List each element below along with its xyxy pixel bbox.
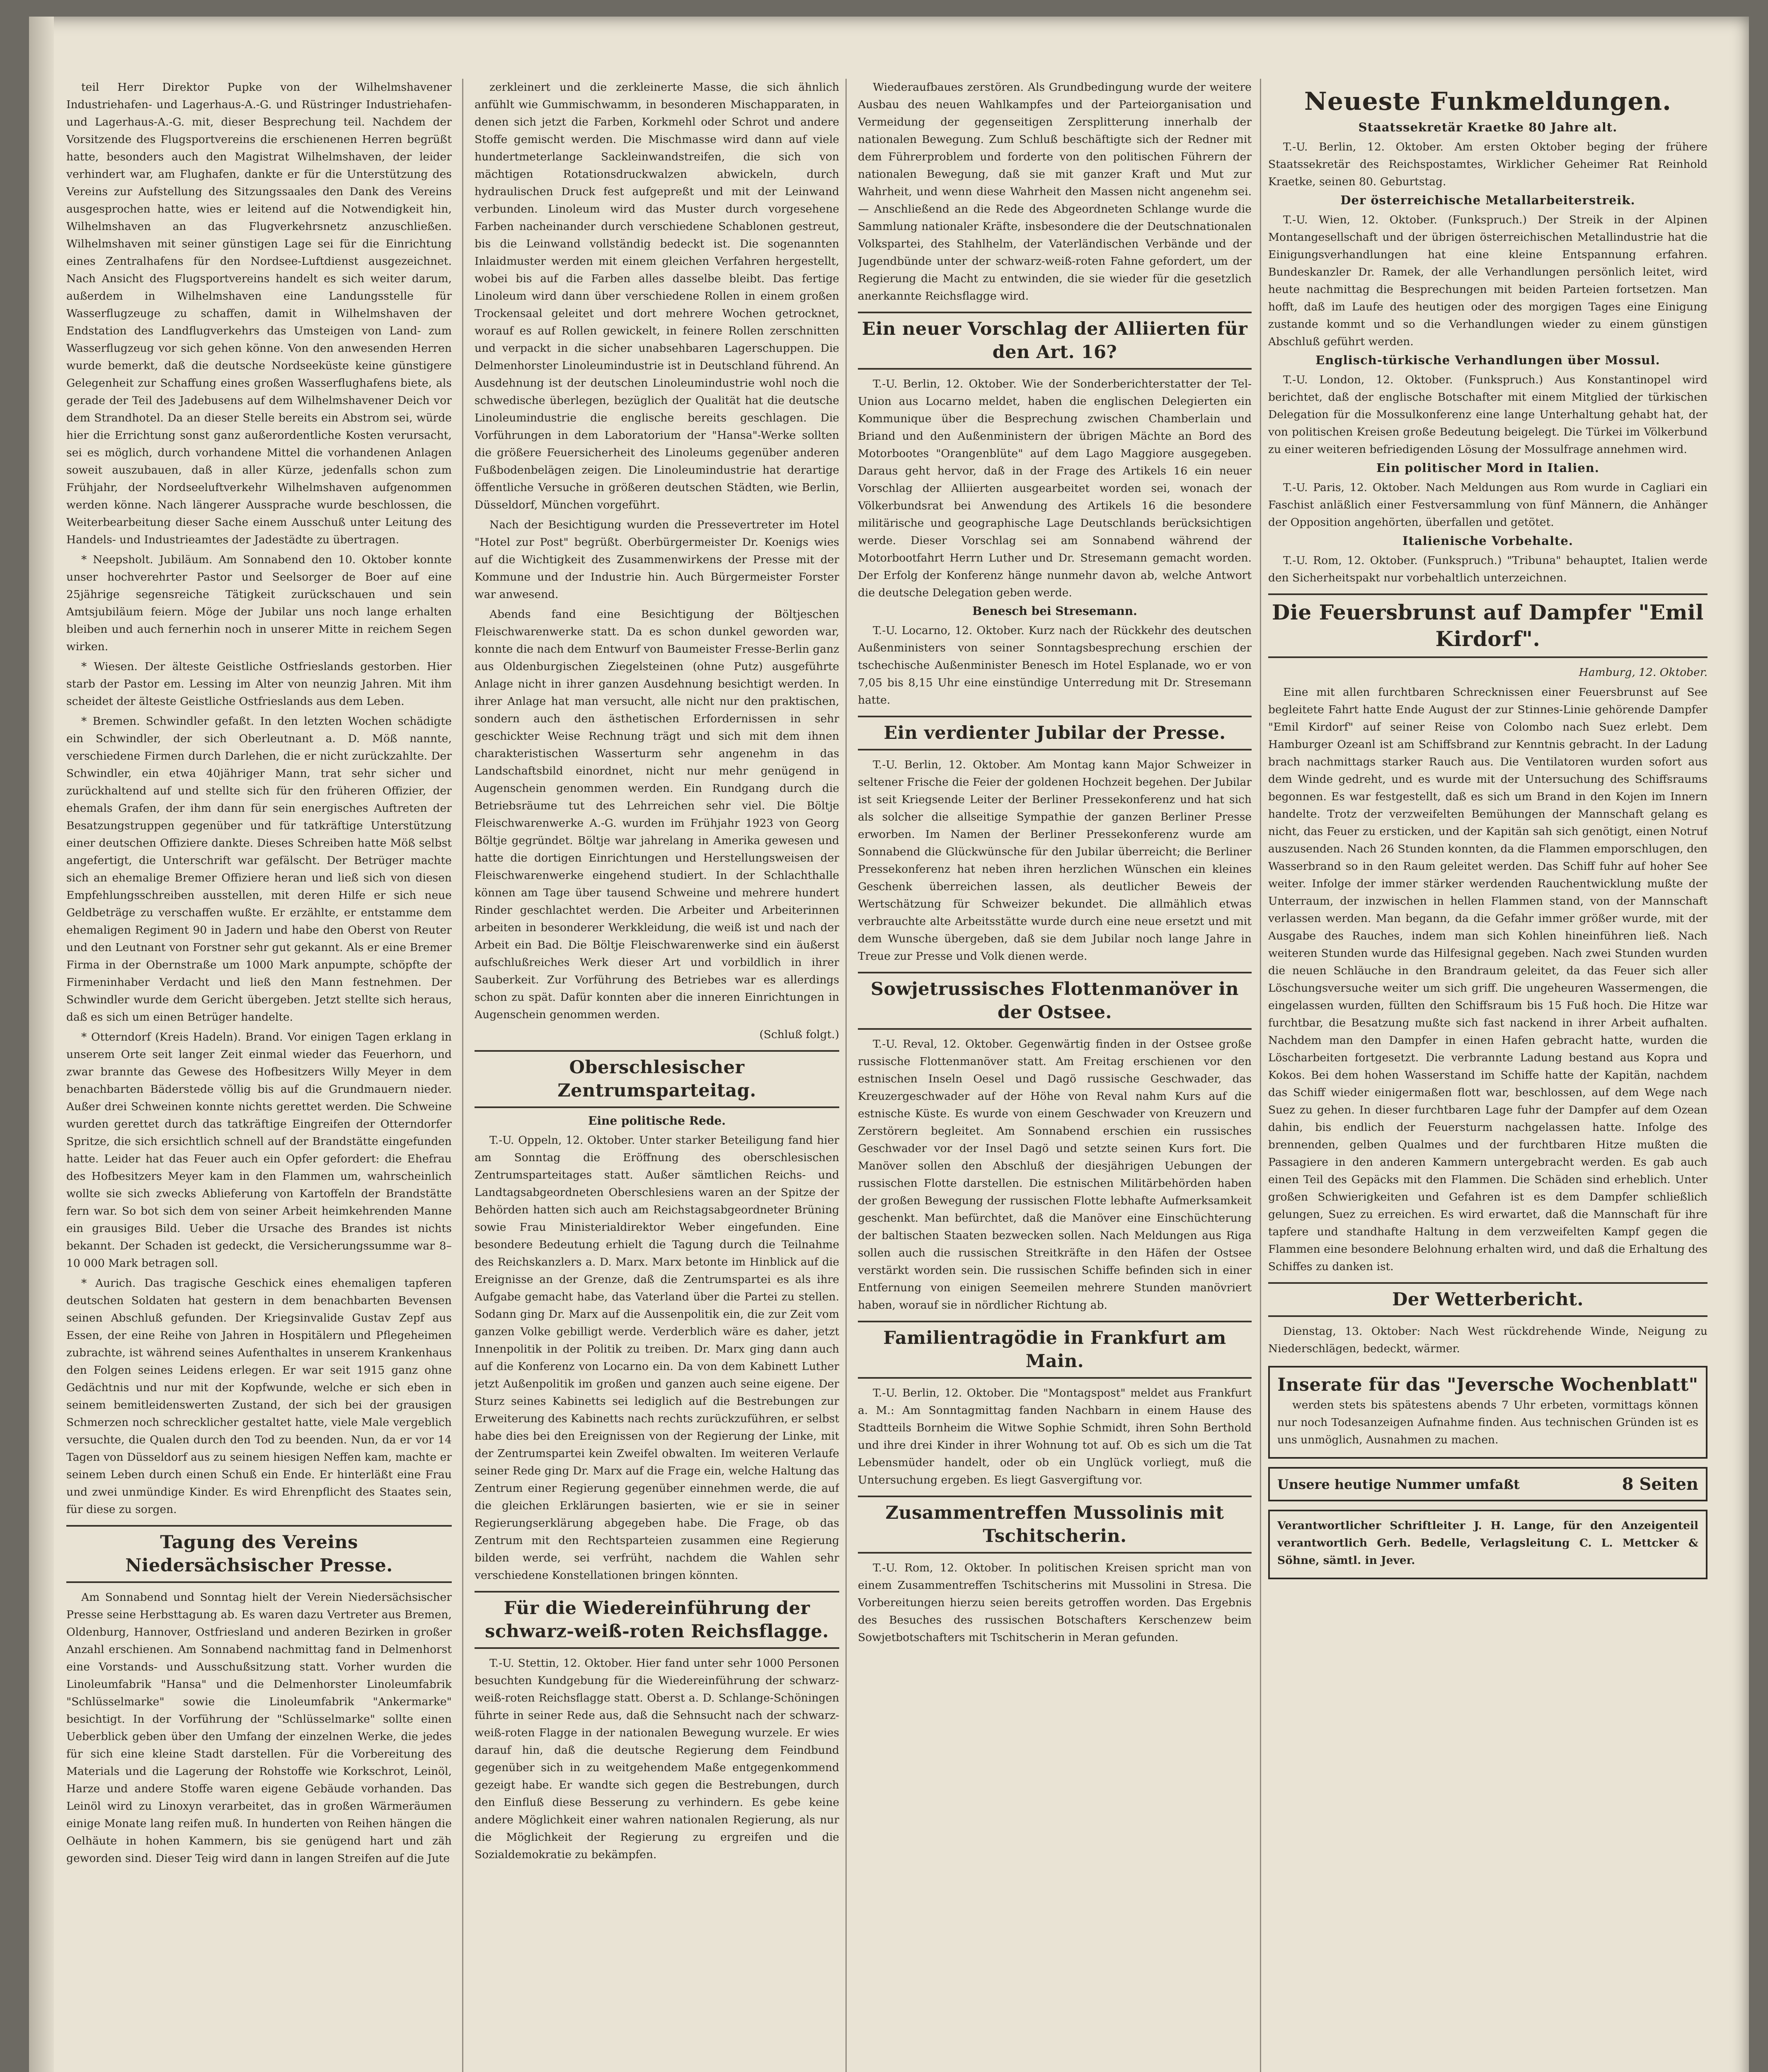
headline-box: [858, 1496, 1252, 1554]
article-presse-tagung: Am Sonnabend und Sonntag hielt der Verein Niedersächsischer Presse seine Herbsttagung ab. Es waren dazu Vertreter aus Bremen, Oldenburg, Hannover, Ostfriesland und anderen Bezirken in großer Anzahl erschienen. Am Sonnabend nachmittag fand in Delmenhorst eine Vorstands- und Ausschußsitzung statt. Vorher wurden die Linoleumfabrik "Hansa" und die Delmenhorster Linoleumfabrik "Schlüsselmarke" sowie die Linoleumfabrik "Ankermarke" besichtigt. In der Vorführung der "Schlüsselmarke" sollte einen Ueberblick geben über den Umfang der einzelnen Werke, die jedes für sich eine kleine Stadt darstellen. Für die Vorbereitung des Materials und die Lagerung der Rohstoffe wie Korkschrot, Leinöl, Harze und andere Stoffe waren eigene Gebäude vorhanden. Das Leinöl wird zu Linoxyn verarbeitet, das in großen Wärmeräumen einige Monate lang reifen muß. In hunderten von Reihen hängen die Oelhäute in hohen Kammern, bis sie genügend hart und zäh geworden sind. Dieser Teig wird dann in langen Streifen auf die Jute: [66, 1591, 452, 1865]
article-reichsflagge: T.-U. Stettin, 12. Oktober. Hier fand unter sehr 1000 Personen besuchten Kundgebung für die Wiedereinführung der schwarz-weiß-roten Reichsflagge statt. Oberst a. D. Schlange-Schöningen führte in seiner Rede aus, daß die Sehnsucht nach der schwarz-weiß-roten Flagge in der nationalen Bewegung wurzele. Er wies darauf hin, daß die deutsche Regierung dem Feindbund gegenüber sich in zu weitgehendem Maße entgegenkommend gezeigt habe. Er wandte sich gegen die Bestrebungen, durch den Einfluß diese Besserung zu verhindern. Es gebe keine andere Möglichkeit einer wahren nationalen Regierung, als nur die Möglichkeit der Regierung zu ergreifen und die Sozialdemokratie zu bekämpfen.: [475, 1657, 839, 1861]
imprint-text: Verantwortlicher Schriftleiter J. H. Lange, für den Anzeigenteil verantwortlich Gerh. Bedelle, Verlagsleitung C. L. Mettcker & Söhne, sämtl. in Jever.: [1277, 1519, 1698, 1567]
article-vorbehalte: T.-U. Rom, 12. Oktober. (Funkspruch.) "Tribuna" behauptet, Italien werde den Sicherheitspakt nur vorbehaltlich unterzeichnen.: [1268, 554, 1707, 584]
column-1: [66, 79, 452, 2072]
headline-box: [66, 1525, 452, 1583]
article-neepsholt: * Neepsholt. Jubiläum. Am Sonnabend den 10. Oktober konnte unser hochverehrter Pastor und Seelsorger de Boer auf eine 25jährige segensreiche Tätigkeit zurückschauen und sein Amtsjubiläum feiern. Möge der Jubilar uns noch lange erhalten bleiben und auch fernerhin noch in unserer Mitte in reichem Segen wirken.: [66, 553, 452, 653]
article-flugverkehr: teil Herr Direktor Pupke von der Wilhelmshavener Industriehafen- und Lagerhaus-A.-G. und Rüstringer Industriehafen- und Lagerhaus-A.-G. mit, dieser Besprechung teil. Nachdem der Vorsitzende des Flugsportvereins die erschienenen Herren begrüßt hatte, besonders auch den Magistrat Wilhelmshaven, der leider verhindert war, am Flughafen, dankte er für die Unterstützung des Vereins zur Aufstellung des Sitzungssaales den Dank des Vereins ausgesprochen hatte, wies er leitend auf die Notwendigkeit hin, Wilhelmshaven an das Flugverkehrsnetz anzuschließen. Wilhelmshaven mit seiner günstigen Lage sei für die Einrichtung eines Zentralhafens für den Nordsee-Luftdienst ausgezeichnet. Nach Ansicht des Flugsportvereins handelt es sich weiter darum, außerdem in Wilhelmshaven eine Landungsstelle für Wasserflugzeuge zu schaffen, damit in Wilhelmshaven der Endstation des Landflugverkehrs das Umsteigen von Land- zum Wasserflugzeug vor sich gehen könne. Von den anwesenden Herren wurde bemerkt, daß die deutsche Nordseeküste keine günstigere Gelegenheit zur Schaffung eines großen Wasserflughafens biete, als gerade der Teil des Jadebusens auf dem Wilhelmshavener Deich vor dem Strandhotel. Da an dieser Stelle bereits ein Abstrom sei, würde hier die Errichtung sonst ganz außerordentliche Kosten verursacht, sei es möglich, durch vorhandene Mittel die vorhandenen Anlagen soweit auszubauen, daß in aller Kürze, jedenfalls schon zum Frühjahr, der Nordseeluftverkehr Wilhelmshaven aufgenommen werden könne. Nach längerer Aussprache wurde beschlossen, die Weiterbearbeitung dieser Sache einem Ausschuß unter Leitung des Handels- und Industrieamtes der Jadestädte zu übertragen.: [66, 81, 452, 546]
headline-box: [858, 716, 1252, 750]
subheadline-mord: Ein politischer Mord in Italien.: [1376, 461, 1599, 475]
article-aurich: * Aurich. Das tragische Geschick eines ehemaligen tapferen deutschen Soldaten hat gestern in dem benachbarten Bevensen seinen Abschluß gefunden. Der Kriegsinvalide Gustav Zepf aus Essen, der eine Reihe von Jahren in Hospitälern und Pflegeheimen zubrachte, ist während seines Aufenthaltes in unserem Krankenhaus den Folgen seines Leidens erlegen. Er war seit 1915 ganz ohne Gedächtnis und nur mit der Kopfwunde, welche er sich eben in seinem bemitleidenswerten Zustand, der sich bei der grausigen Schmerzen noch schrecklicher gestaltet hatte, viele Male vergeblich versuchte, die Qualen durch den Tod zu beenden. Nun, da er vor 14 Tagen von Düsseldorf aus zu seinem hiesigen Neffen kam, machte er seinem Leben durch einen Schuß ein Ende. Er hinterläßt eine Frau und zwei unmündige Kinder. Es wird Ehrenpflicht des Staates sein, für diese zu sorgen.: [66, 1277, 452, 1516]
page-count-value: 8 Seiten: [1622, 1474, 1698, 1494]
headline-flottenmanoever: Sowjetrussisches Flottenmanöver in der Ostsee.: [870, 979, 1239, 1023]
article-flottenmanoever: T.-U. Reval, 12. Oktober. Gegenwärtig finden in der Ostsee große russische Flottenmanöver statt. Am Freitag erschienen vor den estnischen Inseln Oesel und Dagö russische Geschwader, das Kreuzergeschwader auf der Höhe von Reval nahm Kurs auf die estnische Küste. Es wurde von einem Geschwader von Kreuzern und Zerstörern begleitet. Am Sonnabend erschien ein russisches Geschwader vor der Insel Dagö und setzte seinen Kurs fort. Die Manöver sollen den Abschluß der diesjährigen Uebungen der russischen Flotte darstellen. Die estnischen Militärbehörden haben der großen Bewegung der russischen Flotte lebhafte Aufmerksamkeit geschenkt. Man befürchtet, daß die Manöver eine Einschüchterung der baltischen Staaten bezwecken sollen. Nach Meldungen aus Riga sollen auch die russischen Streitkräfte in den Häfen der Ostsee verstärkt worden sein. Die russischen Schiffe befinden sich in einer Entfernung von einigen Seemeilen mehrere Stunden manövriert haben, worauf sie in nördlicher Richtung ab.: [858, 1038, 1252, 1312]
notice-title: Inserate für das "Jeversche Wochenblatt": [1277, 1375, 1698, 1395]
banner-funkmeldungen: Neueste Funkmeldungen.: [1304, 87, 1672, 116]
column-divider: [462, 79, 463, 2072]
article-mord: T.-U. Paris, 12. Oktober. Nach Meldungen aus Rom wurde in Cagliari ein Faschist anläßlich einer Festversammlung von fünf Männern, die Anhänger der Opposition angehörten, überfallen und getötet.: [1268, 481, 1707, 529]
subheadline-kraetke: Staatssekretär Kraetke 80 Jahre alt.: [1358, 120, 1618, 134]
page-count-label: Unsere heutige Nummer umfaßt: [1277, 1476, 1520, 1492]
article-feuersbrunst: Eine mit allen furchtbaren Schrecknissen einer Feuersbrunst auf See begleitete Fahrt hatte Ende August der zur Stinnes-Linie gehörende Dampfer "Emil Kirdorf" auf seiner Reise von Colombo nach Suez erlebt. Dem Hamburger Ozeanl ist am Schiffsbrand zur Kenntnis gebracht. In der Ladung brach nachmittags starker Rauch aus. Die Ventilatoren wurden sofort aus dem Winde gedreht, und es wurde mit der Untersuchung des Schiffsraums begonnen. Es war festgestellt, daß es sich um Brand in den Kojen im Innern handelte. Trotz der verzweifelten Bemühungen der Mannschaft gelang es nicht, das Feuer zu ersticken, und der Kapitän sah sich genötigt, einen Notruf auszusenden. Nach 26 Stunden konnten, da die Flammen emporschlugen, den Wasserbrand so in den Raum geleitet werden. Das Schiff fuhr auf hoher See weiter. Infolge der immer stärker werdenden Rauchentwicklung mußte der Unterraum, der inzwischen in hellen Flammen stand, von der Mannschaft verlassen werden. Man begann, da die Gefahr immer größer wurde, mit der Ausgabe des Rauches, indem man sich Kohlen hineinführen ließ. Nach weiteren Stunden wurde das Hilfesignal gegeben. Nach zwei Stunden wurden die neuen Schläuche in den Brandraum geleitet, da das Feuer sich aller Löschungsversuche weiter um sich griff. Die ungeheuren Wassermengen, die eingelassen wurden, füllten den Schiffsraum bis 15 Fuß hoch. Die Hitze war furchtbar, die Besatzung mußte sich fast nackend in ihrer Arbeit aufhalten. Nachdem man den Dampfer in einen Hafen gebracht hatte, wurden die Löscharbeiten fortgesetzt. Die verbrannte Ladung bestand aus Kopra und Kokos. Bei dem hohen Wasserstand im Schiffe hatte der Kapitän, nachdem das Schiff wieder einigermaßen flott war, beschlossen, auf dem Wege nach Suez zu gehen. In dieser furchtbaren Lage fuhr der Dampfer auf dem Ozean dahin, bis endlich der Feuersturm nachgelassen hatte. Infolge des brennenden, gelben Qualmes und der furchtbaren Hitze mußten die Passagiere in den anderen Kammern untergebracht werden. Es gab auch einen Teil des Gepäcks mit den Flammen. Die Schäden sind erheblich. Unter großen Schwierigkeiten und Gefahren ist es dem Dampfer schließlich gelungen, Suez zu erreichen. Es wird erwartet, daß die Mannschaft für ihre tapfere und standhafte Haltung in dem verzweifelten Kampf gegen die Flammen eine besondere Belohnung erhalten wird, und daß die Erhaltung des Schiffes zu danken ist.: [1268, 686, 1707, 1273]
dateline-hamburg: Hamburg, 12. Oktober.: [1579, 666, 1707, 679]
headline-box: [1268, 1282, 1707, 1317]
article-bremen: * Bremen. Schwindler gefaßt. In den letzten Wochen schädigte ein Schwindler, der sich Oberleutnant a. D. Möß nannte, verschiedene Firmen durch Darlehen, die er nicht zurückzahlte. Der Schwindler, ein etwa 40jähriger Mann, trat sehr sicher und zurückhaltend auf und stellte sich für den früheren Offizier, der ehemals Grafen, der ihm dann für sein energisches Auftreten der Besatzungstruppen gegenüber und für tatkräftige Unterstützung einer deutschen Offiziere dankte. Dieses Schreiben hatte Möß selbst angefertigt, die Unterschrift war gefälscht. Der Betrüger machte sich an ehemalige Bremer Offiziere heran und ließ sich von diesen Empfehlungsschreiben ausstellen, mit deren Hilfe er sich neue Geldbeträge zu verschaffen wußte. Er erzählte, er entstamme dem ehemaligen Regiment 90 in Jadern und habe den Oberst von Reuter und den Leutnant von Forstner sehr gut gekannt. Als er eine Bremer Firma in der Obernstraße um 1000 Mark anpumpte, schöpfte der Firmeninhaber Verdacht und ließ den Mann festnehmen. Der Schwindler wurde dem Gericht übergeben. Jetzt stellte sich heraus, daß es sich um einen Betrüger handelte.: [66, 715, 452, 1024]
headline-reichsflagge: Für die Wiedereinführung der schwarz-weiß-roten Reichsflagge.: [485, 1598, 829, 1642]
column-2: [475, 79, 839, 2072]
article-alliierte: T.-U. Berlin, 12. Oktober. Wie der Sonderberichterstatter der Tel-Union aus Locarno meldet, haben die englischen Delegierten ein Kommunique über die Besprechung zwischen Chamberlain und Briand und den Außenministern der übrigen Mächte an Bord des Motorbootes "Orangenblüte" auf dem Lago Maggiore ausgegeben. Daraus geht hervor, daß in der Frage des Artikels 16 ein neuer Vorschlag der Alliierten ausgearbeitet worden sei, wonach der Völkerbundsrat bei Anwendung des Artikels 16 die besondere militärische und geographische Lage Deutschlands berücksichtigen werde. Dieser Vorschlag sei am Sonnabend während der Motorbootfahrt Herrn Luther und Dr. Stresemann gemacht worden. Der Erfolg der Konferenz hänge nunmehr davon ab, welche Antwort die deutsche Delegation geben werde.: [858, 378, 1252, 599]
newspaper-page: [29, 17, 1749, 2072]
subheadline-vorbehalte: Italienische Vorbehalte.: [1402, 534, 1573, 548]
article-mossul: T.-U. London, 12. Oktober. (Funkspruch.) Aus Konstantinopel wird berichtet, daß der englische Botschafter mit einem Mitglied der türkischen Delegation für die Mossulkonferenz eine lange Unterhaltung gehabt hat, der von politischen Kreisen große Bedeutung beigelegt. Die Türkei im Völkerbund zu einer weiteren befriedigenden Lösung der Mossulfrage annehmen wird.: [1268, 373, 1707, 456]
headline-box: [1268, 593, 1707, 658]
subheadline-rede: Eine politische Rede.: [588, 1114, 726, 1128]
article-zentrum: T.-U. Oppeln, 12. Oktober. Unter starker Beteiligung fand hier am Sonntag die Eröffnung des oberschlesischen Zentrumsparteitages statt. Außer sämtlichen Reichs- und Landtagsabgeordneten Oberschlesiens waren an der Spitze der Behörden hatten sich auch am Reichstagsabgeordneter Brüning sowie Frau Ministerialdirektor Weber eingefunden. Eine besondere Bedeutung erhielt die Tagung durch die Teilnahme des Reichskanzlers a. D. Marx. Marx betonte im Hinblick auf die Ereignisse an der Grenze, daß die Zentrumspartei es als ihre Aufgabe gemacht habe, das Vaterland über die Partei zu stellen. Sodann ging Dr. Marx auf die Aussenpolitik ein, die zur Zeit vom ganzen Volke gebilligt werde. Verderblich wäre es daher, jetzt Innenpolitik in der Politik zu treiben. Dr. Marx ging dann auch auf die Konferenz von Locarno ein. Da von dem Kabinett Luther jetzt Außenpolitik im großen und ganzen auch seine eigene. Der Sturz seines Kabinetts sei lediglich auf die Bestrebungen zur Erweiterung des Kabinetts nach rechts zurückzuführen, er selbst habe dies bei den Ereignissen von der Regierung der Linke, mit der Zentrumspartei kein Zweifel obwalten. Im weiteren Verlaufe seiner Rede ging Dr. Marx auf die Frage ein, welche Haltung das Zentrum einer Regierung gegenüber einnehmen werde, die auf die gleichen Erklärungen basierten, wie er sie in seiner Regierungserklärung abgegeben habe. Die Frage, ob das Zentrum mit den Rechtsparteien zusammen eine Regierung bilden werde, sei verfrüht, nachdem die Wahlen sehr verschiedene Konstellationen bringen könnten.: [475, 1134, 839, 1582]
article-mussolini: T.-U. Rom, 12. Oktober. In politischen Kreisen spricht man von einem Zusammentreffen Tschitscherins mit Mussolini in Stresa. Die Vorbereitungen hierzu seien bereits getroffen worden. Das Ergebnis des Besuches des russischen Botschafters Kerschenzew beim Sowjetbotschafters mit Tschitscherin in Meran gefunden.: [858, 1561, 1252, 1644]
column-divider: [1260, 79, 1261, 2072]
headline-alliierte: Ein neuer Vorschlag der Alliierten für den Art. 16?: [862, 319, 1248, 363]
column-divider: [845, 79, 847, 2072]
headline-zentrum: Oberschlesischer Zentrumsparteitag.: [557, 1057, 756, 1101]
headline-box: [858, 1321, 1252, 1379]
article-linoleum: zerkleinert und die zerkleinerte Masse, die sich ähnlich anfühlt wie Gummischwamm, in besonderen Mischapparaten, in denen sich jetzt die Farben, Korkmehl oder Schrot und andere Stoffe gemischt werden. Die Mischmasse wird dann auf viele hundertmeterlange Sackleinwandstreifen, die sich von mächtigen Rotationsdruckwalzen abwickeln, durch hydraulischen Druck fest aufgepreßt und mit der Leinwand verbunden. Linoleum wird das Muster durch vorgesehene Farben nacheinander durch verschiedene Schablonen gestreut, bis die Leinwand vollständig bedeckt ist. Die sogenannten Inlaidmuster werden mit einem gleichen Verfahren hergestellt, wobei bis auf die Farben alles dasselbe bleibt. Das fertige Linoleum wird dann über verschiedene Rollen in einem großen Trockensaal geleitet und dort mehrere Wochen getrocknet, worauf es auf Rollen gewickelt, in feinere Rollen zerschnitten und verpackt in die sicher unabsehbaren Lagerschuppen. Die Delmenhorster Linoleumindustrie ist in Deutschland führend. An Ausdehnung ist der deutschen Linoleumindustrie wohl noch die schwedische überlegen, bezüglich der Qualität hat die deutsche Linoleumindustrie die englische bereits geschlagen. Die Vorführungen in dem Laboratorium der "Hansa"-Werke sollten die größere Feuersicherheit des Linoleums gegenüber anderen Fußbodenbelägen zeigen. Die Linoleumindustrie hat derartige öffentliche Versuche in größeren deutschen Städten, wie Berlin, Düsseldorf, München vorgeführt.: [475, 81, 839, 511]
continued-note: (Schluß folgt.): [759, 1028, 839, 1041]
column-3: [858, 79, 1252, 2072]
article-wiesen: * Wiesen. Der älteste Geistliche Ostfrieslands gestorben. Hier starb der Pastor em. Lessing im Alter von neunzig Jahren. Mit ihm scheidet der älteste Geistliche Ostfrieslands aus dem Leben.: [66, 660, 452, 708]
notice-box: [1268, 1366, 1707, 1459]
headline-feuersbrunst: Die Feuersbrunst auf Dampfer "Emil Kirdorf".: [1272, 600, 1704, 651]
headline-jubilar: Ein verdienter Jubilar der Presse.: [884, 723, 1226, 743]
headline-familientragoedie: Familientragödie in Frankfurt am Main.: [883, 1328, 1226, 1372]
subheadline-mossul: Englisch-türkische Verhandlungen über Mossul.: [1315, 353, 1660, 367]
subheadline-metallarbeiter: Der österreichische Metallarbeiterstreik.: [1340, 193, 1635, 207]
article-kraetke: T.-U. Berlin, 12. Oktober. Am ersten Oktober beging der frühere Staatssekretär des Reichspostamtes, Wirklicher Geheimer Rat Reinhold Kraetke, seinen 80. Geburtstag.: [1268, 140, 1707, 188]
article-reichsflagge-cont: Wiederaufbaues zerstören. Als Grundbedingung wurde der weitere Ausbau des neuen Wahlkampfes und der Parteiorganisation und Vermeidung der gegenseitigen Zersplitterung innerhalb der nationalen Bewegung. Zum Schluß beschäftigte sich der Redner mit dem Führerproblem und forderte von den politischen Führern der nationalen Bewegung, daß sie mit ganzer Kraft und Mut zur Wahrheit, und wenn diese Wahrheit den Massen nicht angenehm sei. — Anschließend an die Rede des Abgeordneten Schlange wurde die Sammlung nationaler Kräfte, insbesondere die der Deutschnationalen Volkspartei, des Stahlhelm, der Vaterländischen Verbände und der Jugendbünde unter der schwarz-weiß-roten Fahne gefordert, um der Regierung die Macht zu entwinden, die sie wieder für die gesetzlich anerkannte Reichsflagge wird.: [858, 81, 1252, 303]
headline-box: [858, 972, 1252, 1030]
page-gutter: [29, 17, 54, 2072]
article-jubilar: T.-U. Berlin, 12. Oktober. Am Montag kann Major Schweizer in seltener Frische die Feier der goldenen Hochzeit begehen. Der Jubilar ist seit Kriegsende Leiter der Berliner Pressekonferenz und hat sich als solcher die allseitige Sympathie der ganzen Berliner Presse erworben. Im Namen der Berliner Pressekonferenz wurde am Sonnabend die Glückwünsche für den Jubilar überreicht; die Berliner Pressekonferenz hat neben ihren herzlichen Wünschen ein kleines Geschenk überreichen lassen, als deutlicher Beweis der Wertschätzung für Schweizer bekundet. Die allmählich etwas verbrauchte alte Arbeitsstätte wurde durch eine neue ersetzt und mit dem Wunsche übergeben, daß sie dem Jubilar noch lange Jahre in Treue zur Presse und Volk dienen werde.: [858, 758, 1252, 963]
notice-body: werden stets bis spätestens abends 7 Uhr erbeten, vormittags können nur noch Todesanzeigen Aufnahme finden. Aus technischen Gründen ist es uns unmöglich, Ausnahmen zu machen.: [1277, 1399, 1698, 1446]
headline-box: [475, 1591, 839, 1649]
article-wetter: Dienstag, 13. Oktober: Nach West rückdrehende Winde, Neigung zu Niederschlägen, bedeckt, wärmer.: [1268, 1325, 1707, 1355]
headline-box: [858, 312, 1252, 370]
article-benesch: T.-U. Locarno, 12. Oktober. Kurz nach der Rückkehr des deutschen Außenministers von seiner Sonntagsbesprechung erschien der tschechische Außenminister Benesch im Hotel Esplanade, wo er von 7,05 bis 8,15 Uhr eine einstündige Unterredung mit Dr. Stresemann hatte.: [858, 624, 1252, 707]
imprint-box: [1268, 1510, 1707, 1579]
subheadline-benesch: Benesch bei Stresemann.: [972, 604, 1137, 618]
article-familientragoedie: T.-U. Berlin, 12. Oktober. Die "Montagspost" meldet aus Frankfurt a. M.: Am Sonntagmittag fanden Nachbarn in einem Hause des Stadtteils Bornheim die Witwe Sophie Schmidt, ihren Sohn Berthold und ihre drei Kinder in ihrer Wohnung tot auf. Ob es sich um die Tat Lebensmüder handelt, oder ob ein Unglück vorliegt, muß die Untersuchung ergeben. Es liegt Gasvergiftung vor.: [858, 1387, 1252, 1486]
page-count-box: [1268, 1467, 1707, 1501]
headline-box: [475, 1050, 839, 1108]
headline-mussolini: Zusammentreffen Mussolinis mit Tschitscherin.: [885, 1503, 1224, 1547]
article-boeltje: Abends fand eine Besichtigung der Böltjeschen Fleischwarenwerke statt. Da es schon dunkel geworden war, konnte die nach dem Entwurf von Baumeister Fresse-Berlin ganz aus Oldenburgischen Ziegelsteinen (ohne Putz) ausgeführte Anlage nicht in ihrer ganzen Ausdehnung besichtigt werden. In ihrer Anlage hat man versucht, alle nicht nur den praktischen, sondern auch den ästhetischen Erfordernissen in sehr geschickter Weise Rechnung trägt und sich mit dem ihnen charakteristischen Wasserturm sehr angenehm in das Landschaftsbild einordnet, nicht nur mehr genügend in Augenschein genommen werden. Ein Rundgang durch die Betriebsräume tut des Lehrreichen sehr viel. Die Böltje Fleischwarenwerke A.-G. wurden im Frühjahr 1923 von Georg Böltje gegründet. Böltje war jahrelang in Amerika gewesen und hatte die dortigen Einrichtungen und Herstellungsweisen der Fleischwarenwerke eingehend studiert. In der Schlachthalle können am Tage über tausend Schweine und mehrere hundert Rinder geschlachtet werden. Die Arbeiter und Arbeiterinnen arbeiten in besonderer Werkkleidung, die weiß ist und nach der Arbeit ein Bad. Die Böltje Fleischwarenwerke sind ein äußerst aufschlußreiches Werk dieser Art und vorbildlich in ihrer Sauberkeit. Zur Vorführung des Betriebes war es allerdings schon zu spät. Dafür konnten aber die inneren Einrichtungen in Augenschein genommen werden.: [475, 608, 839, 1021]
article-empfang: Nach der Besichtigung wurden die Pressevertreter im Hotel "Hotel zur Post" begrüßt. Oberbürgermeister Dr. Koenigs wies auf die Wichtigkeit des Zusammenwirkens der Presse mit der Kommune und der Industrie hin. Auch Bürgermeister Forster war anwesend.: [475, 518, 839, 601]
headline-presse-tagung: Tagung des Vereins Niedersächsischer Presse.: [125, 1532, 393, 1576]
column-4: [1268, 79, 1707, 2072]
article-metallarbeiter: T.-U. Wien, 12. Oktober. (Funkspruch.) Der Streik in der Alpinen Montangesellschaft und der übrigen österreichischen Metallindustrie hat die Einigungsverhandlungen hat eine kleine Entspannung erfahren. Bundeskanzler Dr. Ramek, der alle Verhandlungen persönlich leitet, wird heute nachmittag die Besprechungen mit beiden Parteien fortsetzen. Man hofft, daß im Laufe des heutigen oder des morgigen Tages eine Einigung zustande kommt und so die Verhandlungen wieder zu einem günstigen Abschluß geführt werden.: [1268, 213, 1707, 348]
article-otterndorf: * Otterndorf (Kreis Hadeln). Brand. Vor einigen Tagen erklang in unserem Orte seit langer Zeit einmal wieder das Feuerhorn, und zwar brannte das Gewese des Hofbesitzers Willy Meyer in dem benachbarten Bäderstede völlig bis auf die Grundmauern nieder. Außer drei Schweinen konnte nichts gerettet werden. Die Schweine wurden gerettet durch das tatkräftige Eingreifen der Otterndorfer Spritze, die sich ersichtlich schnell auf der Brandstätte eingefunden hatte. Leider hat das Feuer auch ein Opfer gefordert: die Ehefrau des Hofbesitzers Meyer kam in den Flammen um, wahrscheinlich wollte sie sich zwecks Ablieferung von Kartoffeln der Brandstätte fern war. So bot sich dem von seiner Arbeit heimkehrenden Manne ein grausiges Bild. Ueber die Ursache des Brandes ist nichts bekannt. Der Schaden ist gedeckt, die Versicherungssumme war 8–10 000 Mark betragen soll.: [66, 1031, 452, 1270]
headline-wetter: Der Wetterbericht.: [1392, 1289, 1584, 1310]
